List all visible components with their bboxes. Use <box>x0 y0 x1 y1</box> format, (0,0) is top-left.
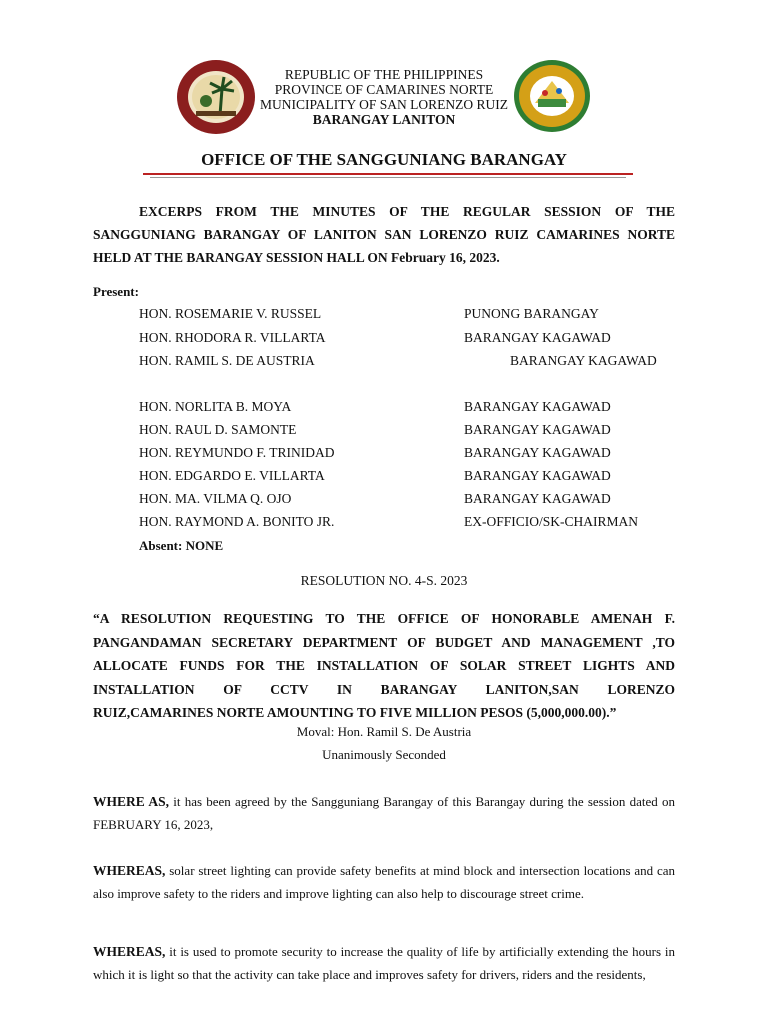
header-barangay: BARANGAY LANITON <box>312 112 456 127</box>
header-country: REPUBLIC OF THE PHILIPPINES <box>284 67 484 82</box>
whereas-lead: WHERE AS, <box>93 794 170 809</box>
whereas-text: it has been agreed by the Sangguniang Barangay of this Barangay during the session dated on FEBRUARY 16, 2023, <box>93 794 675 832</box>
header-province: PROVINCE OF CAMARINES NORTE <box>274 82 494 97</box>
whereas-lead: WHEREAS, <box>93 863 166 878</box>
attendee-role: BARANGAY KAGAWAD <box>464 422 611 437</box>
whereas-lead: WHEREAS, <box>93 944 166 959</box>
attendee-role: BARANGAY KAGAWAD <box>464 491 611 506</box>
whereas-text: it is used to promote security to increase the quality of life by artificially extending the hours in which it is light so that the activity can take place and improves safety for drivers, riders and the residents, <box>93 944 675 982</box>
attendee-role: PUNONG BARANGAY <box>464 306 599 321</box>
resolution-title-line: “A RESOLUTION REQUESTING TO THE OFFICE OF HONORABLE AMENAH F. <box>93 611 675 626</box>
attendee-role: BARANGAY KAGAWAD <box>464 445 611 460</box>
attendee-name: HON. RHODORA R. VILLARTA <box>139 330 326 345</box>
attendee-role: EX-OFFICIO/SK-CHAIRMAN <box>464 514 639 529</box>
resolution-title <box>93 607 675 725</box>
attendee-name: HON. REYMUNDO F. TRINIDAD <box>139 445 335 460</box>
attendee-role: BARANGAY KAGAWAD <box>464 468 611 483</box>
excerpt-text: EXCERPS FROM THE MINUTES OF THE REGULAR SESSION OF THE SANGGUNIANG BARANGAY OF LANITON SAN LORENZO RUIZ CAMARINES NORTE HELD AT THE BARANGAY SESSION HALL ON February 16, 2023. <box>93 204 675 265</box>
excerpt-heading <box>93 200 675 269</box>
header-municipality: MUNICIPALITY OF SAN LORENZO RUIZ <box>259 97 508 112</box>
attendee-role: BARANGAY KAGAWAD <box>464 399 611 414</box>
whereas-paragraph <box>93 940 675 986</box>
seconded-line: Unanimously Seconded <box>322 747 446 762</box>
present-label: Present: <box>93 284 139 299</box>
attendee-name: HON. RAMIL S. DE AUSTRIA <box>139 353 315 368</box>
attendee-role: BARANGAY KAGAWAD <box>464 330 611 345</box>
header-rule-red <box>143 173 633 175</box>
attendee-name: HON. ROSEMARIE V. RUSSEL <box>139 306 322 321</box>
resolution-title-line: ALLOCATE FUNDS FOR THE INSTALLATION OF SOLAR STREET LIGHTS AND <box>93 658 675 673</box>
moval-line: Moval: Hon. Ramil S. De Austria <box>296 724 472 739</box>
attendee-name: HON. RAUL D. SAMONTE <box>139 422 297 437</box>
resolution-title-line: INSTALLATION OF CCTV IN BARANGAY LANITON,SAN LORENZO <box>93 681 675 697</box>
whereas-paragraph <box>93 790 675 836</box>
attendee-name: HON. RAYMOND A. BONITO JR. <box>139 514 335 529</box>
resolution-number: RESOLUTION NO. 4-S. 2023 <box>300 573 468 588</box>
office-title: OFFICE OF THE SANGGUNIANG BARANGAY <box>201 150 567 169</box>
resolution-title-line: PANGANDAMAN SECRETARY DEPARTMENT OF BUDGET AND MANAGEMENT ,TO <box>93 634 675 650</box>
attendee-name: HON. NORLITA B. MOYA <box>139 399 292 414</box>
resolution-title-line: RUIZ,CAMARINES NORTE AMOUNTING TO FIVE MILLION PESOS (5,000,000.00).” <box>93 705 617 720</box>
whereas-paragraph <box>93 859 675 905</box>
absent-line: Absent: NONE <box>139 538 224 553</box>
attendee-name: HON. EDGARDO E. VILLARTA <box>139 468 325 483</box>
whereas-text: solar street lighting can provide safety benefits at mind block and intersection locations and can also improve safety to the riders and improve lighting can also help to discourage street crime. <box>93 863 675 901</box>
header-rule-gray <box>150 177 626 178</box>
attendee-name: HON. MA. VILMA Q. OJO <box>139 491 292 506</box>
attendee-role: BARANGAY KAGAWAD <box>510 353 657 368</box>
